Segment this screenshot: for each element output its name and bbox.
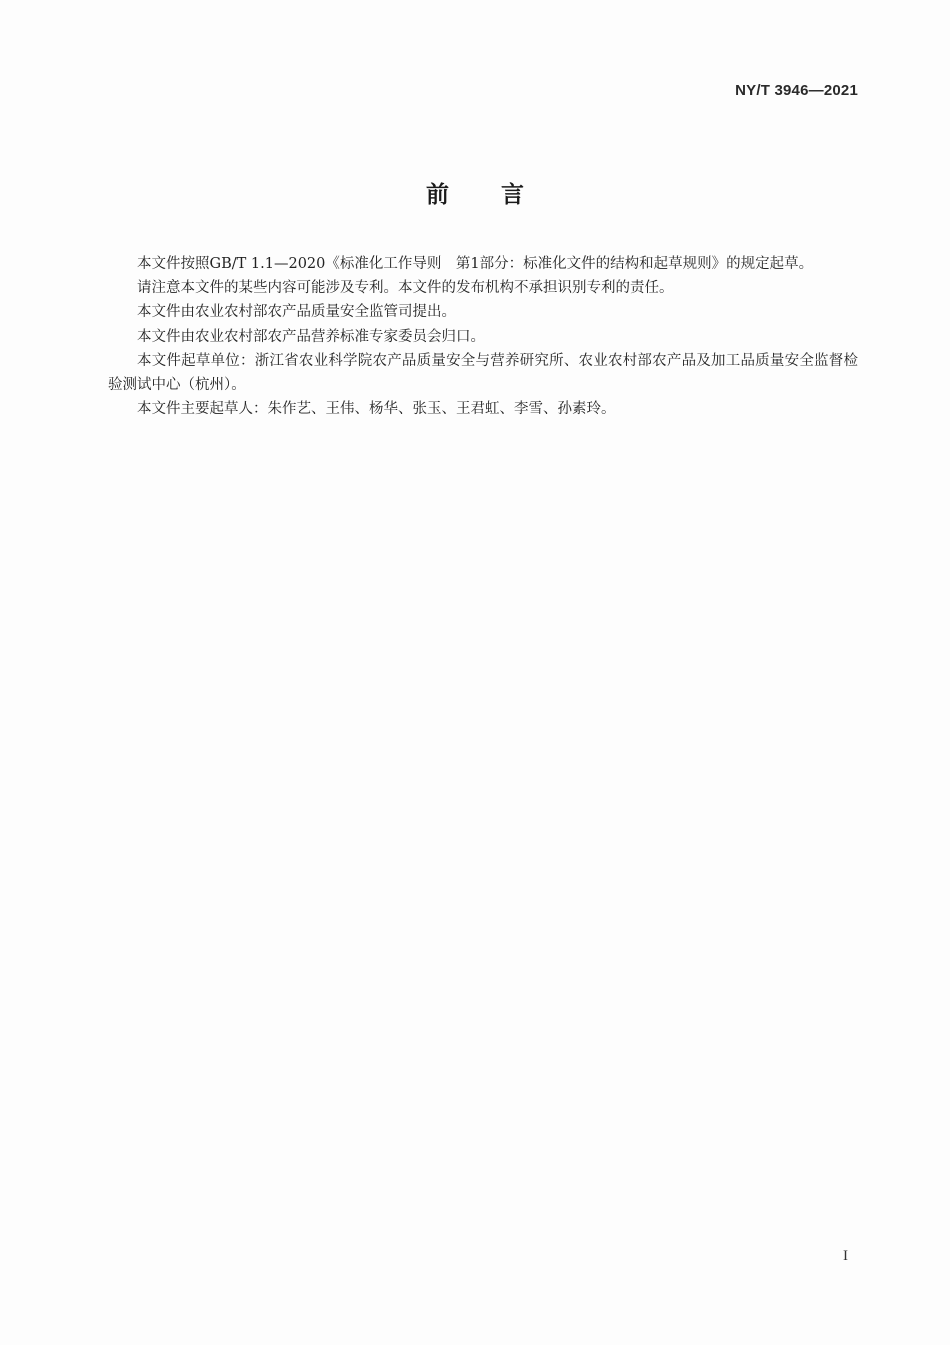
paragraph-centralized-unit: 本文件由农业农村部农产品营养标准专家委员会归口。	[137, 328, 485, 345]
paragraph-proposer: 本文件由农业农村部农产品质量安全监管司提出。	[137, 304, 456, 321]
standard-code: NY/T 3946—2021	[735, 82, 858, 99]
paragraph-drafters: 本文件主要起草人：朱作艺、王伟、杨华、张玉、王君虹、李雪、孙素玲。	[137, 401, 616, 418]
paragraph-drafting-rules: 本文件按照GB/T 1.1—2020《标准化工作导则 第1部分：标准化文件的结构和起草规则》的规定起草。	[137, 256, 814, 272]
paragraph-patent-notice: 请注意本文件的某些内容可能涉及专利。本文件的发布机构不承担识别专利的责任。	[137, 280, 674, 297]
paragraph-drafting-units: 本文件起草单位：浙江省农业科学院农产品质量安全与营养研究所、农业农村部农产品及加工品质量安全监督检验测试中心（杭州）。	[108, 352, 858, 394]
preface-body	[108, 252, 858, 421]
page-number: I	[843, 1248, 848, 1264]
page-title: 前言	[426, 182, 576, 208]
